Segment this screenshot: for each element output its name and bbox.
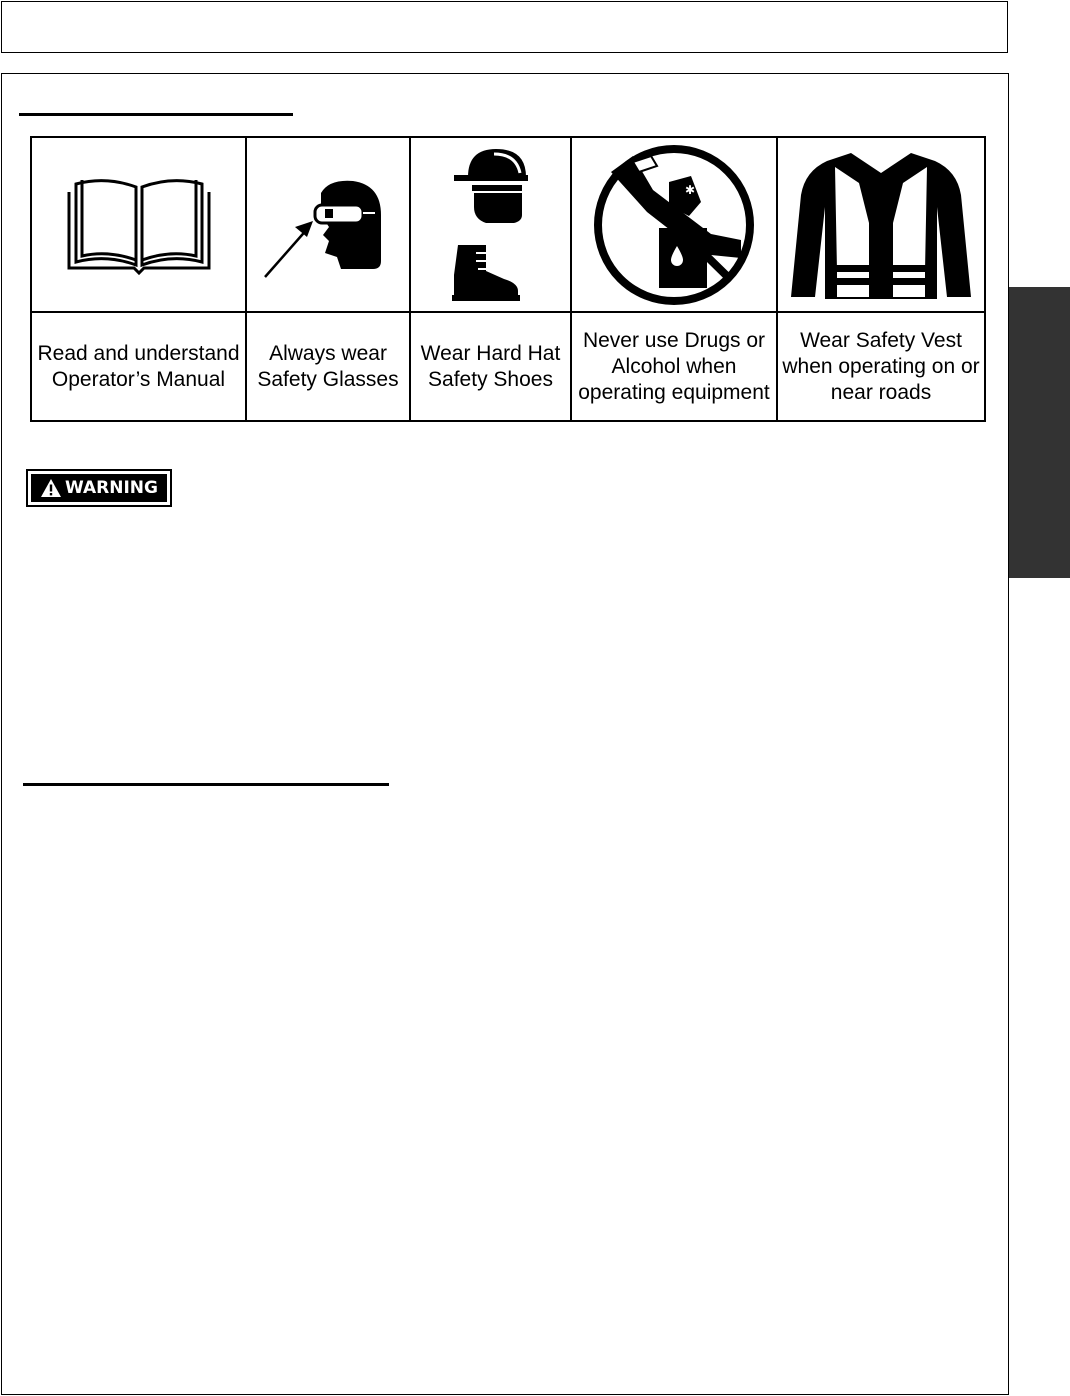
ppe-cell-glasses — [246, 137, 410, 312]
ppe-cell-manual — [31, 137, 246, 312]
warning-badge — [26, 469, 172, 507]
ppe-cell-no-drugs — [571, 137, 777, 312]
operator-manual-icon — [64, 170, 214, 280]
svg-text:✱: ✱ — [685, 182, 696, 197]
ppe-label-manual: Read and understand Operator’s Manual — [31, 312, 246, 421]
ppe-label-glasses: Always wear Safety Glasses — [246, 312, 410, 421]
ppe-label-hardhat-shoes: Wear Hard Hat Safety Shoes — [410, 312, 571, 421]
warning-label-box — [31, 474, 167, 502]
no-drugs-alcohol-icon — [591, 142, 757, 308]
hard-hat-safety-shoes-icon — [446, 145, 536, 305]
ppe-safety-table — [30, 136, 986, 422]
ppe-cell-hardhat-shoes — [410, 137, 571, 312]
section-heading-rule-2 — [23, 783, 389, 786]
safety-glasses-icon — [263, 165, 393, 285]
ppe-label-vest: Wear Safety Vest when operating on or near roads — [777, 312, 985, 421]
page-header-box — [1, 1, 1008, 53]
ppe-label-no-drugs: Never use Drugs or Alcohol when operating equipment — [571, 312, 777, 421]
safety-vest-icon — [789, 147, 973, 303]
section-side-tab — [1009, 287, 1070, 578]
warning-label: WARNING — [65, 478, 158, 498]
section-heading-rule — [19, 113, 293, 116]
ppe-cell-vest — [777, 137, 985, 312]
warning-triangle-icon — [40, 478, 62, 498]
